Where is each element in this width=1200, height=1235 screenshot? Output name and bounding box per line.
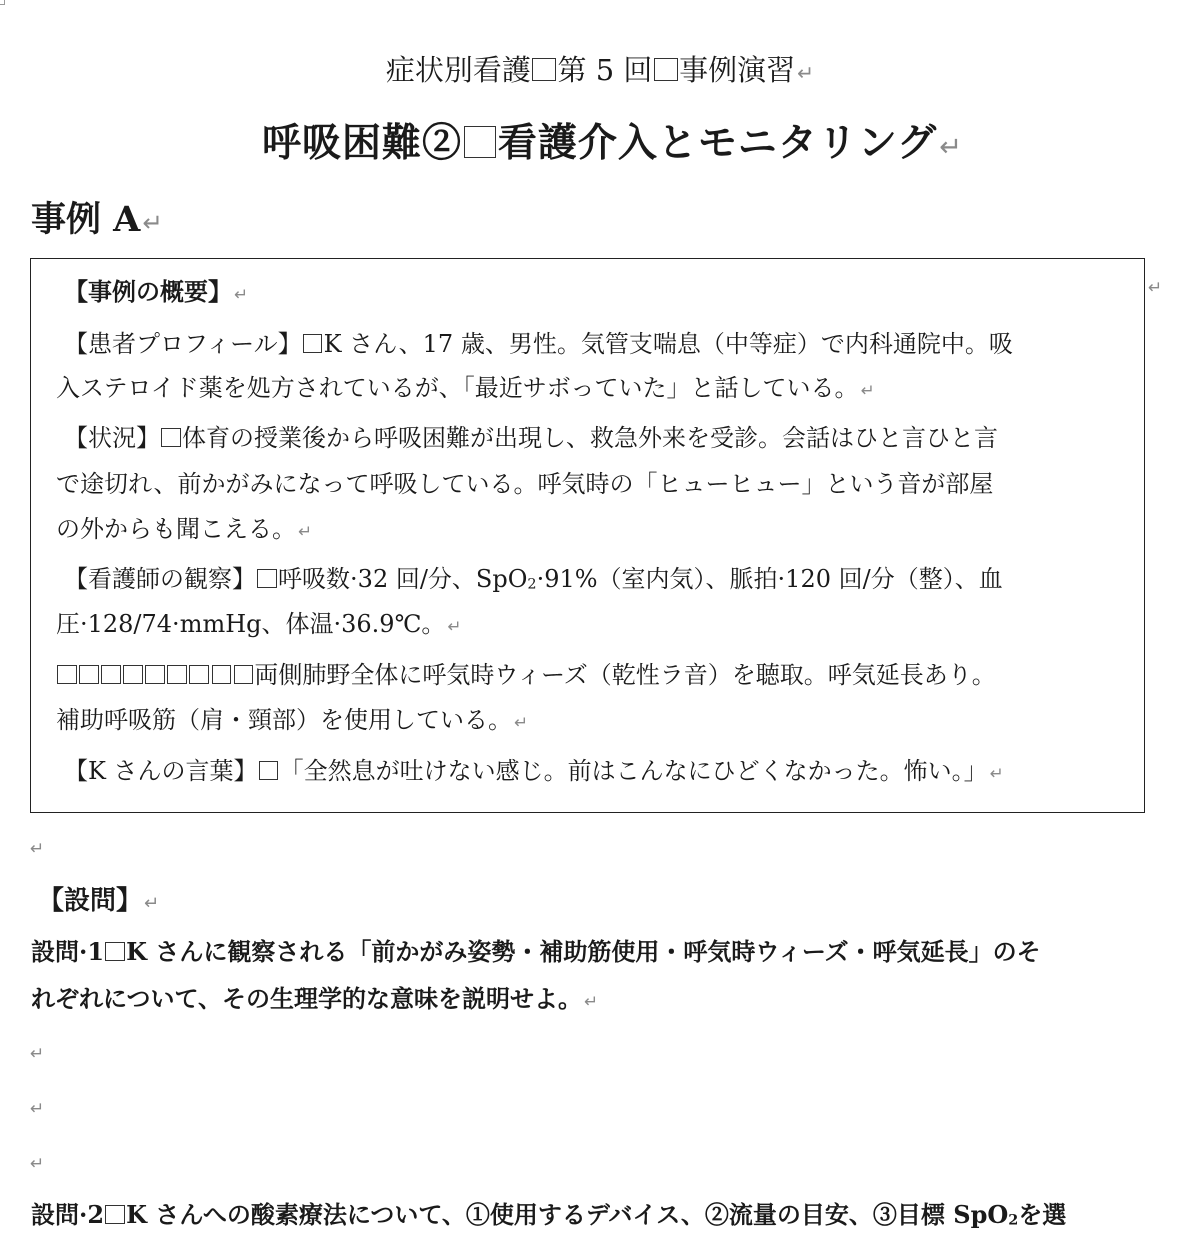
paragraph-return-mark: ↵: [142, 208, 163, 237]
paragraph-return-mark: ↵: [234, 284, 249, 304]
page-corner-mark: [0, 0, 5, 5]
overview-heading: 【事例の概要】 ↵: [64, 277, 249, 306]
full-width-space-mark: [167, 665, 187, 685]
paragraph-return-mark: ↵: [514, 712, 529, 732]
document-subtitle: 症状別看護 第 5 回 事例演習↵: [385, 53, 815, 87]
paragraph-return-mark: ↵: [584, 991, 599, 1011]
paragraph-return-mark: ↵: [144, 893, 160, 914]
question-1-line-2: れぞれについて、その生理学的な意味を説明せよ。 ↵: [31, 984, 599, 1013]
empty-paragraph: [28, 832, 44, 860]
questions-heading: 【設問】 ↵: [38, 886, 160, 916]
full-width-space-mark: [105, 942, 125, 962]
paragraph-return-mark: ↵: [30, 839, 45, 859]
full-width-space-mark: [161, 428, 181, 448]
observation-line-2: 圧·128/74·mmHg、体温·36.9℃。 ↵: [56, 610, 462, 638]
full-width-space-mark: [259, 761, 279, 781]
full-width-space-mark: [123, 665, 143, 685]
situation-line-3: の外からも聞こえる。 ↵: [56, 515, 313, 543]
observation-line-4: 補助呼吸筋（肩・頸部）を使用している。 ↵: [56, 706, 529, 734]
situation-line-2: で途切れ、前かがみになって呼吸している。呼気時の「ヒューヒュー」という音が部屋: [56, 470, 994, 498]
full-width-space-mark: [101, 665, 121, 685]
document-title: 呼吸困難② 看護介入とモニタリング↵: [262, 120, 963, 166]
full-width-space-mark: [464, 126, 496, 158]
full-width-space-mark: [105, 1205, 125, 1225]
full-width-space-mark: [654, 58, 678, 82]
paragraph-return-mark: ↵: [447, 616, 462, 636]
paragraph-return-mark: ↵: [298, 521, 313, 541]
observation-line-3: 両側肺野全体に呼気時ウィーズ（乾性ラ音）を聴取。呼気延長あり。: [56, 661, 996, 690]
full-width-space-mark: [57, 665, 77, 685]
full-width-space-mark: [189, 665, 209, 685]
paragraph-return-mark: ↵: [30, 1044, 45, 1064]
observation-line-1: 【看護師の観察】 呼吸数·32 回/分、SpO2·91%（室内気）、脈拍·120 回/分（整）、血: [64, 565, 1003, 593]
full-width-space-mark: [303, 334, 323, 354]
answer-space-paragraph[interactable]: [28, 1147, 44, 1175]
full-width-space-mark: [212, 665, 232, 685]
question-2-line-1: 設問·2 K さんへの酸素療法について、①使用するデバイス、②流量の目安、③目標 SpO2を選: [31, 1200, 1067, 1229]
situation-line-1: 【状況】 体育の授業後から呼吸困難が出現し、救急外来を受診。会話はひと言ひと言: [64, 424, 999, 452]
full-width-space-mark: [79, 665, 99, 685]
full-width-space-mark: [234, 665, 254, 685]
paragraph-return-mark: ↵: [939, 132, 963, 163]
profile-line-1: 【患者プロフィール】 K さん、17 歳、男性。気管支喘息（中等症）で内科通院中。吸: [64, 330, 1013, 358]
paragraph-return-mark: ↵: [30, 1154, 45, 1174]
answer-space-paragraph[interactable]: [28, 1092, 44, 1120]
full-width-space-mark: [257, 569, 277, 589]
full-width-space-mark: [145, 665, 165, 685]
paragraph-return-mark: ↵: [797, 61, 815, 85]
paragraph-return-mark: ↵: [1148, 278, 1163, 298]
profile-line-2: 入ステロイド薬を処方されているが、「最近サボっていた」と話している。 ↵: [56, 374, 875, 402]
paragraph-return-mark: ↵: [989, 763, 1004, 783]
question-1-line-1: 設問·1 K さんに観察される「前かがみ姿勢・補助筋使用・呼気時ウィーズ・呼気延長」のそ: [31, 937, 1041, 966]
full-width-space-mark: [532, 58, 556, 82]
paragraph-return-mark: ↵: [30, 1099, 45, 1119]
paragraph-return-mark: ↵: [860, 380, 875, 400]
answer-space-paragraph[interactable]: [28, 1037, 44, 1065]
patient-words-line: 【K さんの言葉】 「全然息が吐けない感じ。前はこんなにひどくなかった。怖い。」 ↵: [64, 757, 1004, 785]
case-heading: 事例 A↵: [31, 199, 163, 240]
